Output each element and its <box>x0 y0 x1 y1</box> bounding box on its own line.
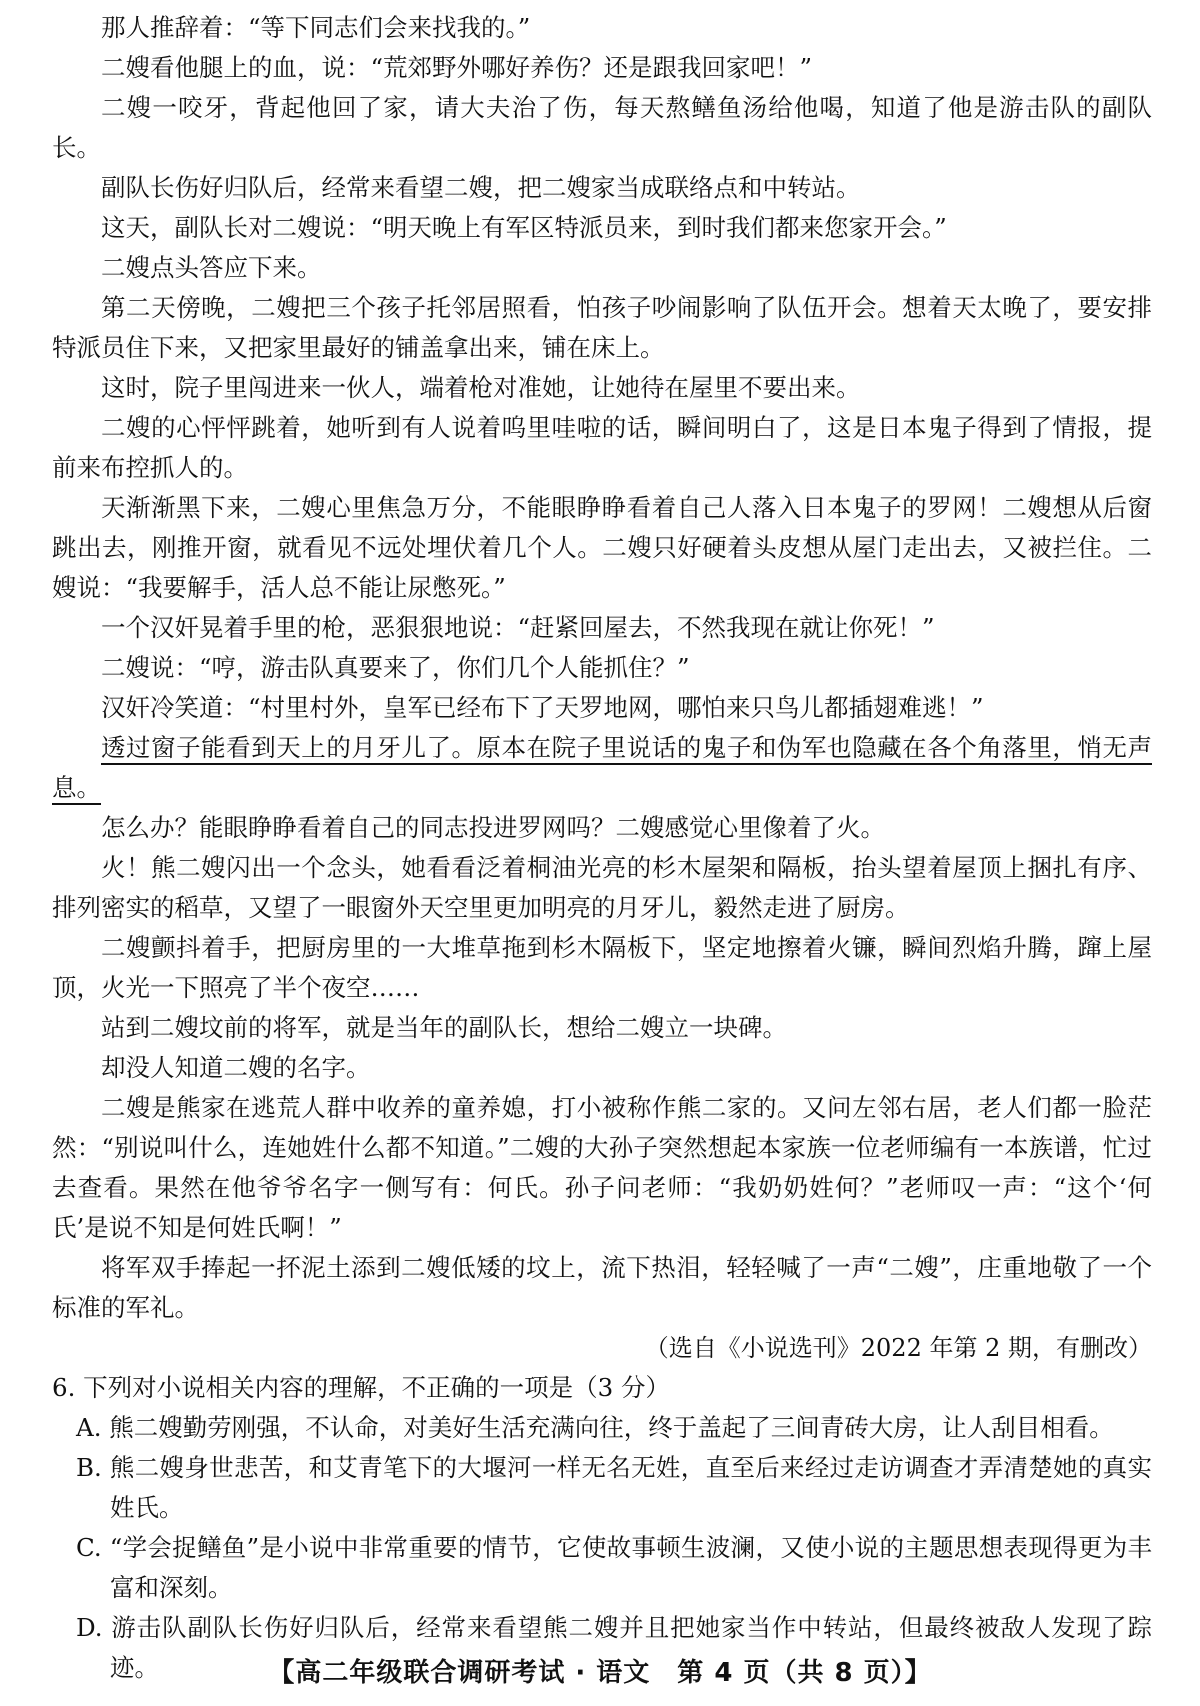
story-paragraph: 天渐渐黑下来，二嫂心里焦急万分，不能眼睁睁看着自己人落入日本鬼子的罗网！二嫂想从后窗跳出去，刚推开窗，就看见不远处埋伏着几个人。二嫂只好硬着头皮想从屋门走出去，又被拦住。二嫂说：“我要解手，活人总不能让尿憋死。” <box>52 493 1152 602</box>
story-paragraph: 那人推辞着：“等下同志们会来找我的。” <box>101 13 531 42</box>
option-b: B. 熊二嫂身世悲苦，和艾青笔下的大堰河一样无名无姓，直至后来经过走访调查才弄清楚她的真实姓氏。 <box>76 1453 1152 1522</box>
page-footer: 【高二年级联合调研考试 · 语文 第 4 页（共 8 页）】 <box>268 1658 932 1688</box>
story-paragraph: 一个汉奸晃着手里的枪，恶狠狠地说：“赶紧回屋去，不然我现在就让你死！” <box>101 613 935 642</box>
underlined-sentence: 透过窗子能看到天上的月牙儿了。原本在院子里说话的鬼子和伪军也隐藏在各个角落里，悄无声息。 <box>52 733 1152 802</box>
story-paragraph: 二嫂点头答应下来。 <box>101 253 322 282</box>
story-paragraph: 第二天傍晚，二嫂把三个孩子托邻居照看，怕孩子吵闹影响了队伍开会。想着天太晚了，要安排特派员住下来，又把家里最好的铺盖拿出来，铺在床上。 <box>52 293 1152 362</box>
story-paragraph: 将军双手捧起一抔泥土添到二嫂低矮的坟上，流下热泪，轻轻喊了一声“二嫂”，庄重地敬了一个标准的军礼。 <box>52 1253 1152 1322</box>
story-paragraph: 二嫂的心怦怦跳着，她听到有人说着呜里哇啦的话，瞬间明白了，这是日本鬼子得到了情报，提前来布控抓人的。 <box>52 413 1152 482</box>
story-paragraph: 二嫂一咬牙，背起他回了家，请大夫治了伤，每天熬鳝鱼汤给他喝，知道了他是游击队的副队长。 <box>52 93 1152 162</box>
story-paragraph: 副队长伤好归队后，经常来看望二嫂，把二嫂家当成联络点和中转站。 <box>101 173 861 202</box>
story-paragraph: 这时，院子里闯进来一伙人，端着枪对准她，让她待在屋里不要出来。 <box>101 373 861 402</box>
source-citation: （选自《小说选刊》2022 年第 2 期，有删改） <box>644 1334 1152 1362</box>
story-paragraph: 火！熊二嫂闪出一个念头，她看看泛着桐油光亮的杉木屋架和隔板，抬头望着屋顶上捆扎有序、排列密实的稻草，又望了一眼窗外天空里更加明亮的月牙儿，毅然走进了厨房。 <box>52 853 1152 922</box>
option-c: C. “学会捉鳝鱼”是小说中非常重要的情节，它使故事顿生波澜，又使小说的主题思想表现得更为丰富和深刻。 <box>76 1533 1152 1602</box>
question-stem: 6. 下列对小说相关内容的理解，不正确的一项是（3 分） <box>52 1373 671 1402</box>
story-paragraph: 汉奸冷笑道：“村里村外，皇军已经布下了天罗地网，哪怕来只鸟儿都插翅难逃！” <box>101 693 984 722</box>
question-block <box>52 1368 1152 1688</box>
story-text <box>52 8 1152 1368</box>
story-paragraph: 二嫂是熊家在逃荒人群中收养的童养媳，打小被称作熊二家的。又问左邻右居，老人们都一脸茫然：“别说叫什么，连她姓什么都不知道。”二嫂的大孙子突然想起本家族一位老师编有一本族谱，忙过去查看。果然在他爷爷名字一侧写有：何氏。孙子问老师：“我奶奶姓何？”老师叹一声：“这个‘何氏’是说不知是何姓氏啊！” <box>52 1093 1152 1242</box>
story-paragraph: 二嫂说：“哼，游击队真要来了，你们几个人能抓住？” <box>101 653 690 682</box>
option-a: A. 熊二嫂勤劳刚强，不认命，对美好生活充满向往，终于盖起了三间青砖大房，让人刮目相看。 <box>76 1413 1114 1442</box>
story-paragraph: 这天，副队长对二嫂说：“明天晚上有军区特派员来，到时我们都来您家开会。” <box>101 213 947 242</box>
story-paragraph: 站到二嫂坟前的将军，就是当年的副队长，想给二嫂立一块碑。 <box>101 1013 787 1042</box>
story-paragraph: 二嫂看他腿上的血，说：“荒郊野外哪好养伤？还是跟我回家吧！” <box>101 53 813 82</box>
story-paragraph: 怎么办？能眼睁睁看着自己的同志投进罗网吗？二嫂感觉心里像着了火。 <box>101 813 885 842</box>
exam-page <box>52 8 1152 1688</box>
story-paragraph: 二嫂颤抖着手，把厨房里的一大堆草拖到杉木隔板下，坚定地擦着火镰，瞬间烈焰升腾，蹿上屋顶，火光一下照亮了半个夜空…… <box>52 933 1152 1002</box>
option-d: D. 游击队副队长伤好归队后，经常来看望熊二嫂并且把她家当作中转站，但最终被敌人发现了踪迹。 <box>76 1613 1152 1682</box>
underlined-paragraph <box>52 728 1152 808</box>
story-paragraph: 却没人知道二嫂的名字。 <box>101 1053 371 1082</box>
